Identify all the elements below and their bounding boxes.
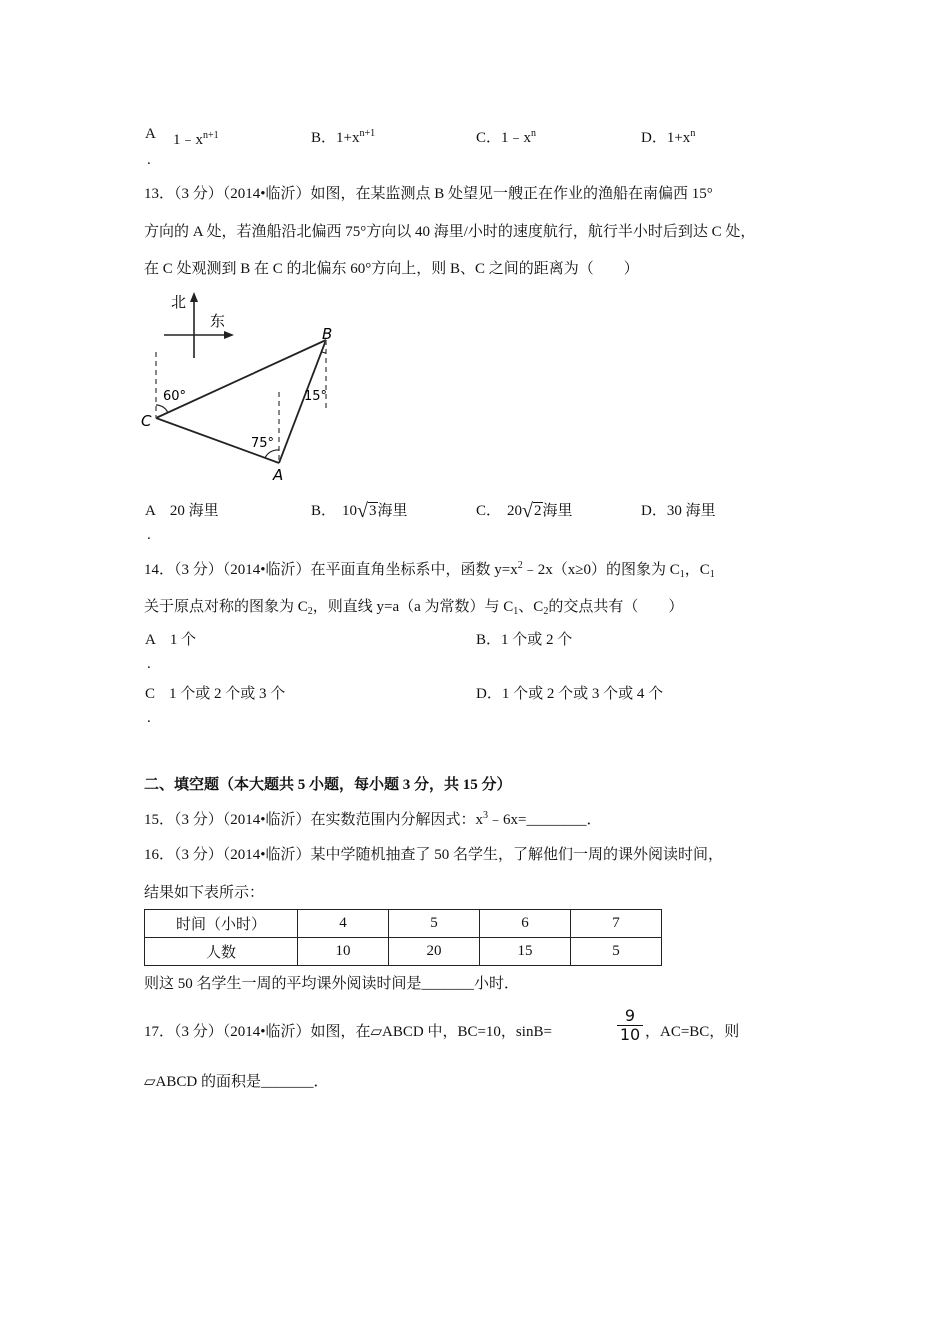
q14-dot-2: .: [147, 710, 151, 726]
table-cell: 6: [480, 910, 571, 938]
q12-dot: .: [147, 152, 151, 168]
q13-line-2: 方向的 A 处，若渔船沿北偏西 75°方向以 40 海里/小时的速度航行，航行半小时后到达 C 处，: [144, 224, 756, 240]
angle-arc-c: [156, 405, 168, 413]
fraction-denominator: 10: [619, 1025, 641, 1044]
sqrt-3: √3: [357, 500, 377, 522]
table-cell: 5: [389, 910, 480, 938]
q14-line-1: 14．（3 分）（2014•临沂）在平面直角坐标系中，函数 $y=x^2﹣2x(x\ge 0)$的图象为 $C_1$，$C_1$: [144, 560, 715, 580]
table-cell: 7: [571, 910, 662, 938]
point-c-label: C: [141, 412, 152, 430]
q17-line-1-pre: 17．（3 分）（2014•临沂）如图，在▱ABCD 中，BC=10，sinB=: [144, 1024, 552, 1040]
east-label: 东: [210, 312, 226, 330]
q14-line-2: 关于原点对称的图象为 $C_2$，则直线 y=a（a 为常数）与 $C_1$、$C_2$的交点共有（ ）: [144, 599, 684, 617]
q13-line-1: 13．（3 分）（2014•临沂）如图，在某监测点 B 处望见一艘正在作业的渔船在南偏西 15°: [144, 186, 713, 202]
table-cell: 20: [389, 938, 480, 966]
q12-option-c: C．$1﹣x^n$: [476, 128, 537, 146]
q12-option-d: D．$1+x^n$: [641, 128, 696, 146]
angle-c-label: 60°: [163, 389, 187, 404]
q16-line-1: 16．（3 分）（2014•临沂）某中学随机抽查了 50 名学生，了解他们一周的课外阅读时间，: [144, 847, 724, 863]
table-row: [145, 910, 662, 938]
q12-option-a-text: $1﹣x^{n+1}$: [173, 130, 219, 148]
east-arrow-icon: [224, 331, 234, 339]
table-cell: 10: [298, 938, 389, 966]
north-arrow-icon: [190, 292, 198, 302]
q13-option-a: A 20 海里: [145, 503, 219, 519]
table-cell: 4: [298, 910, 389, 938]
q16-line-3: 则这 50 名学生一周的平均课外阅读时间是_______小时．: [144, 976, 520, 992]
q13-option-b: B． 10√3海里: [311, 500, 408, 522]
table-cell: 15: [480, 938, 571, 966]
fraction-numerator: 9: [624, 1006, 636, 1025]
sqrt-2: √2: [522, 500, 542, 522]
q17-line-1-post: ，AC=BC，则: [645, 1024, 740, 1040]
q14-option-b: B．1 个或 2 个: [476, 632, 573, 648]
q13-figure: [138, 290, 348, 490]
angle-b-label: 15°: [304, 389, 328, 404]
angle-arc-a: [265, 450, 279, 458]
table-cell: 时间（小时）: [145, 910, 298, 938]
q17-line-2: ▱ABCD 的面积是_______．: [144, 1074, 329, 1090]
q12-option-a: A: [145, 126, 156, 142]
q17-fraction: [617, 1007, 643, 1044]
q16-line-2: 结果如下表所示：: [144, 885, 265, 901]
angle-a-label: 75°: [251, 436, 275, 451]
q12-option-b: B．$1+x^{n+1}$: [311, 128, 376, 146]
table-cell: 人数: [145, 938, 298, 966]
point-a-label: A: [273, 466, 284, 484]
table-row: [145, 938, 662, 966]
q14-dot-1: .: [147, 656, 151, 672]
north-label: 北: [171, 293, 187, 311]
q13-option-d: D．30 海里: [641, 503, 716, 519]
q14-option-c: C 1 个或 2 个或 3 个: [145, 686, 286, 702]
table-cell: 5: [571, 938, 662, 966]
reading-time-table: [144, 909, 662, 966]
q14-option-d: D．1 个或 2 个或 3 个或 4 个: [476, 686, 664, 702]
q13-dot: .: [147, 527, 151, 543]
section-2-title: 二、填空题（本大题共 5 小题，每小题 3 分，共 15 分）: [144, 777, 512, 793]
q13-option-c: C． 20√2海里: [476, 500, 573, 522]
point-b-label: B: [322, 325, 333, 343]
q15-line: 15．（3 分）（2014•临沂）在实数范围内分解因式：$x^3﹣6x=\_\_\_\_\_\_\_\_$．: [144, 810, 602, 828]
q13-line-3: 在 C 处观测到 B 在 C 的北偏东 60°方向上，则 B、C 之间的距离为（ ）: [144, 261, 639, 277]
q14-option-a: A 1 个: [145, 632, 197, 648]
